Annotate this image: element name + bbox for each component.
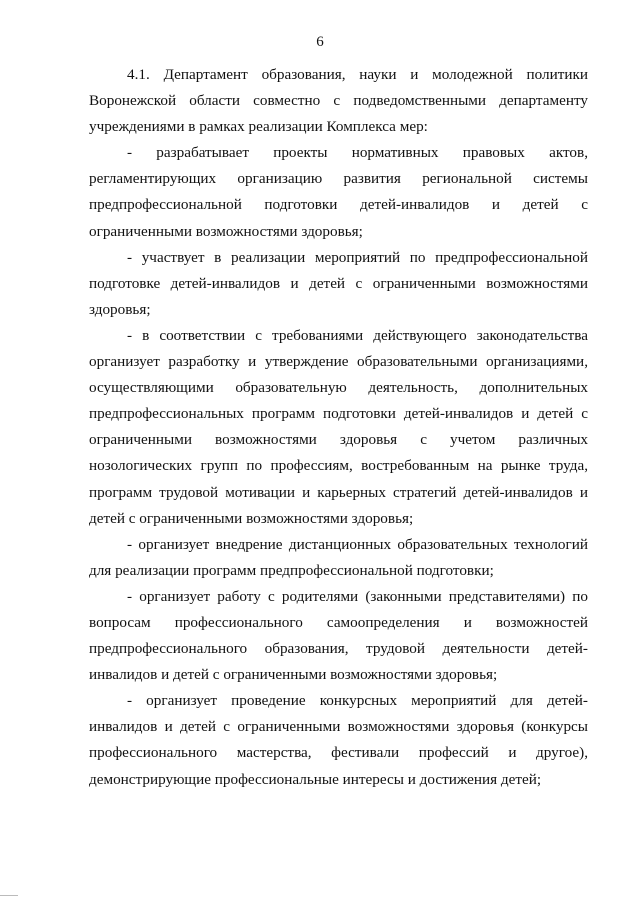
paragraph-item-drafts-acts: - разрабатывает проекты нормативных правовых актов, регламентирующих организацию развития региональной системы предпрофессиональной подготовки детей-инвалидов и детей с ограниченными возможностями здоровья; [89,144,588,240]
paragraph-item-distance-learning: - организует внедрение дистанционных образовательных технологий для реализации программ предпрофессиональной подготовки; [89,535,588,579]
paragraph-item-parents: - организует работу с родителями (законными представителями) по вопросам профессионального самоопределения и возможностей предпрофессионального образования, трудовой деятельности детей-инвалидов и детей с ограниченными возможностями здоровья; [89,587,588,684]
paragraph-item-contests: - организует проведение конкурсных мероприятий для детей-инвалидов и детей с ограниченными возможностями здоровья (конкурсы профессионального мастерства, фестивали профессий и другое), демонстрирующие профессиональные интересы и достижения детей; [89,692,588,788]
paragraph-item-participates: - участвует в реализации мероприятий по предпрофессиональной подготовке детей-инвалидов и детей с ограниченными возможностями здоровья; [89,248,588,318]
page-number: 6 [316,34,324,50]
paragraph-item-programs: - в соответствии с требованиями действующего законодательства организует разработку и утверждение образовательными организациями, осуществляющими образовательную деятельность, дополнительных предпрофессиональных программ подготовки детей-инвалидов и детей с ограниченными возможностями здоровья с учетом различных нозологических групп по профессиям, востребованным на рынке труда, программ трудовой мотивации и карьерных стратегий детей-инвалидов и детей с ограниченными возможностями здоровья; [89,326,588,527]
document-body [89,62,588,793]
paragraph-intro: 4.1. Департамент образования, науки и молодежной политики Воронежской области совместно с подведомственными департаменту учреждениями в рамках реализации Комплекса мер: [89,66,588,136]
scan-edge-mark [0,895,18,896]
